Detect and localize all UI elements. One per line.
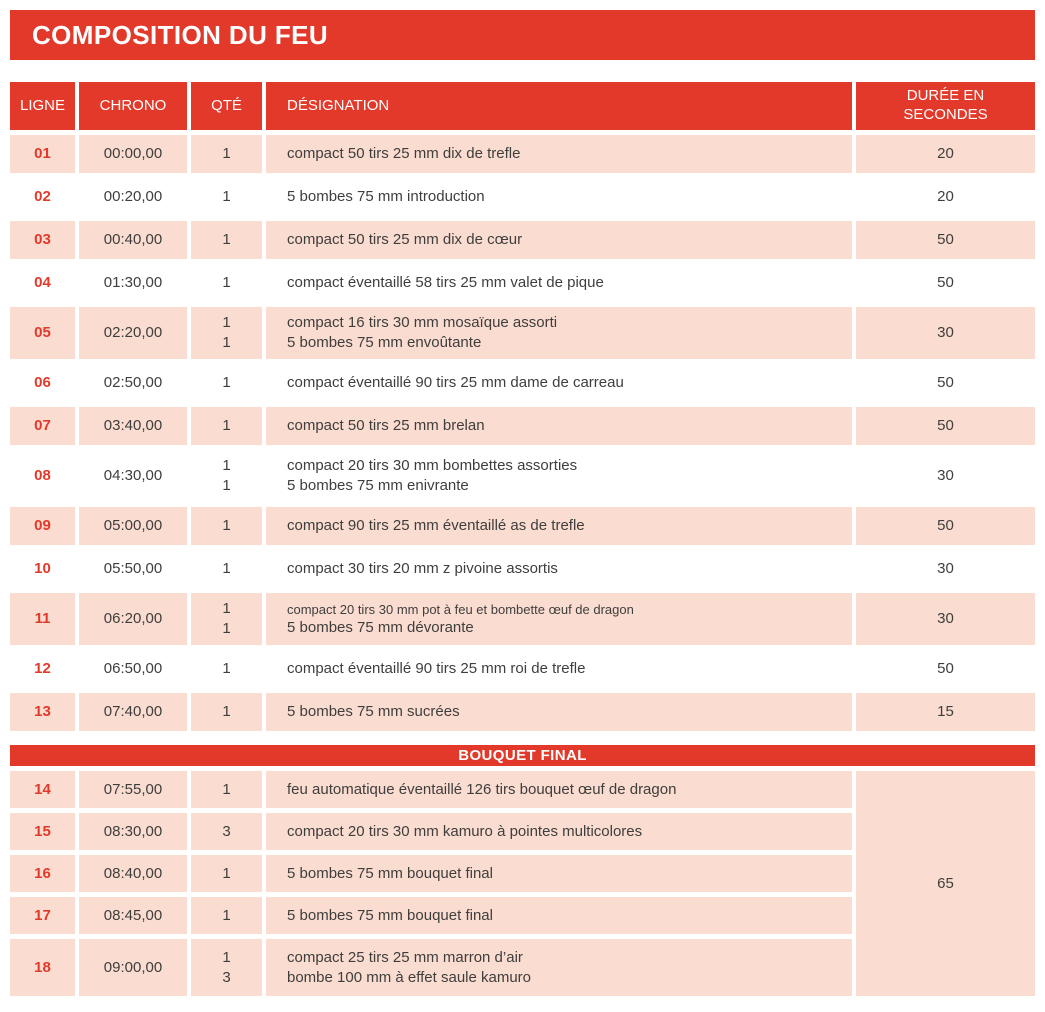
chrono-cell-text: 08:40,00: [103, 864, 163, 882]
ligne-cell: [10, 264, 75, 302]
qte-cell-text: 1: [222, 145, 231, 163]
chrono-cell: [79, 550, 187, 588]
chrono-cell: [79, 407, 187, 445]
chrono-cell-text: 08:45,00: [103, 906, 163, 924]
duree-cell: [856, 693, 1035, 731]
designation-cell: [266, 450, 852, 502]
designation-cell: [266, 650, 852, 688]
ligne-cell-text: 02: [34, 188, 51, 206]
designation-cell: [266, 897, 852, 934]
qte-cell: [191, 650, 262, 688]
ligne-cell-text: 11: [34, 610, 51, 628]
column-header-ligne: LIGNE: [10, 82, 75, 130]
table-row: [10, 693, 1035, 731]
page-title: COMPOSITION DU FEU: [32, 19, 329, 50]
chrono-cell-text: 05:50,00: [103, 560, 163, 578]
qte-cell: [191, 450, 262, 502]
designation-cell-text: compact éventaillé 90 tirs 25 mm dame de carreau: [287, 374, 624, 392]
qte-cell-text: 1: [222, 274, 231, 292]
qte-cell: [191, 407, 262, 445]
designation-cell: [266, 693, 852, 731]
ligne-cell-text: 18: [34, 958, 51, 976]
ligne-cell: [10, 650, 75, 688]
page-title-bar: [10, 10, 1035, 60]
chrono-cell-text: 01:30,00: [103, 274, 163, 292]
designation-cell: [266, 771, 852, 808]
ligne-cell: [10, 221, 75, 259]
duree-cell-text: 30: [937, 560, 954, 578]
table-row: [10, 813, 852, 850]
designation-cell-text: compact 50 tirs 25 mm dix de cœur: [287, 231, 523, 249]
qte-cell: [191, 264, 262, 302]
chrono-cell: [79, 450, 187, 502]
duree-cell-text: 20: [937, 145, 954, 163]
bouquet-final-section: [10, 771, 1035, 996]
qte-cell: [191, 307, 262, 359]
qte-cell-text: 1: [222, 314, 231, 332]
ligne-cell: [10, 550, 75, 588]
ligne-cell-text: 12: [34, 660, 51, 678]
table-row: [10, 264, 1035, 302]
ligne-cell: [10, 178, 75, 216]
qte-cell: [191, 221, 262, 259]
table-row: [10, 507, 1035, 545]
duree-cell-text: 50: [937, 274, 954, 292]
chrono-cell: [79, 693, 187, 731]
qte-cell-text: 1: [222, 477, 231, 494]
duree-cell: [856, 135, 1035, 173]
table-row: [10, 650, 1035, 688]
qte-cell: [191, 135, 262, 173]
designation-cell-text: 5 bombes 75 mm enivrante: [287, 477, 469, 494]
qte-cell: [191, 813, 262, 850]
ligne-cell: [10, 135, 75, 173]
qte-cell: [191, 593, 262, 645]
chrono-cell-text: 04:30,00: [103, 467, 163, 485]
duree-cell: [856, 550, 1035, 588]
designation-cell-text: compact 20 tirs 30 mm pot à feu et bombette œuf de dragon: [287, 601, 634, 617]
qte-cell-text: 3: [222, 822, 231, 840]
table-row: [10, 135, 1035, 173]
duree-cell: [856, 507, 1035, 545]
duree-cell: [856, 178, 1035, 216]
designation-cell-text: compact 90 tirs 25 mm éventaillé as de trefle: [287, 517, 585, 535]
designation-cell-text: compact 50 tirs 25 mm dix de trefle: [287, 145, 521, 163]
ligne-cell-text: 10: [34, 560, 51, 578]
chrono-cell: [79, 507, 187, 545]
qte-cell: [191, 897, 262, 934]
ligne-cell-text: 01: [34, 145, 51, 163]
column-header-chrono: CHRONO: [79, 82, 187, 130]
table-row: [10, 550, 1035, 588]
designation-cell: [266, 221, 852, 259]
qte-cell: [191, 178, 262, 216]
chrono-cell-text: 06:50,00: [103, 660, 163, 678]
ligne-cell: [10, 813, 75, 850]
table-row: [10, 450, 1035, 502]
main-table-body: [10, 135, 1035, 731]
ligne-cell-text: 03: [34, 231, 51, 249]
designation-cell-text: compact 20 tirs 30 mm bombettes assorties: [287, 457, 578, 475]
column-header-duree: [856, 82, 1035, 130]
duree-cell: [856, 650, 1035, 688]
duree-cell-text: 15: [937, 703, 954, 721]
ligne-cell-text: 14: [34, 780, 51, 798]
duree-cell-text: 50: [937, 660, 954, 678]
column-header-designation: DÉSIGNATION: [266, 82, 852, 130]
ligne-cell: [10, 407, 75, 445]
designation-cell: [266, 939, 852, 996]
designation-cell-text: 5 bombes 75 mm envoûtante: [287, 334, 482, 351]
qte-cell-text: 1: [222, 560, 231, 578]
designation-cell: [266, 307, 852, 359]
chrono-cell: [79, 364, 187, 402]
bouquet-final-section-title: BOUQUET FINAL: [458, 747, 587, 764]
chrono-cell-text: 05:00,00: [103, 517, 163, 535]
designation-cell-text: compact 30 tirs 20 mm z pivoine assortis: [287, 560, 558, 578]
table-row: [10, 178, 1035, 216]
ligne-cell: [10, 897, 75, 934]
chrono-cell-text: 07:40,00: [103, 703, 163, 721]
ligne-cell: [10, 364, 75, 402]
designation-cell: [266, 135, 852, 173]
qte-cell-text: 1: [222, 600, 231, 618]
chrono-cell: [79, 593, 187, 645]
table-row: [10, 771, 852, 808]
table-row: [10, 855, 852, 892]
designation-cell: [266, 364, 852, 402]
chrono-cell-text: 06:20,00: [103, 610, 163, 628]
designation-cell: [266, 264, 852, 302]
ligne-cell-text: 15: [34, 822, 51, 840]
duree-cell-text: 30: [937, 467, 954, 485]
chrono-cell: [79, 264, 187, 302]
ligne-cell: [10, 593, 75, 645]
bouquet-duree-merged-cell: [856, 771, 1035, 996]
designation-cell-text: compact éventaillé 90 tirs 25 mm roi de trefle: [287, 660, 586, 678]
duree-cell: [856, 407, 1035, 445]
chrono-cell: [79, 771, 187, 808]
qte-cell-text: 3: [222, 968, 231, 986]
designation-cell-text: 5 bombes 75 mm bouquet final: [287, 864, 493, 882]
duree-cell-text: 50: [937, 231, 954, 249]
designation-cell-text: 5 bombes 75 mm introduction: [287, 188, 485, 206]
table-header-row: [10, 82, 1035, 130]
bouquet-duree-value: 65: [937, 875, 954, 892]
ligne-cell-text: 13: [34, 703, 51, 721]
designation-cell: [266, 813, 852, 850]
qte-cell: [191, 364, 262, 402]
chrono-cell: [79, 650, 187, 688]
designation-cell: [266, 407, 852, 445]
qte-cell-text: 1: [222, 948, 231, 966]
duree-cell: [856, 364, 1035, 402]
qte-cell-text: 1: [222, 188, 231, 206]
qte-cell-text: 1: [222, 517, 231, 535]
designation-cell: [266, 507, 852, 545]
duree-cell-text: 50: [937, 374, 954, 392]
designation-cell-text: compact 16 tirs 30 mm mosaïque assorti: [287, 314, 558, 332]
qte-cell: [191, 550, 262, 588]
ligne-cell: [10, 693, 75, 731]
ligne-cell: [10, 307, 75, 359]
designation-cell-text: 5 bombes 75 mm sucrées: [287, 703, 460, 721]
duree-cell: [856, 450, 1035, 502]
duree-cell: [856, 307, 1035, 359]
designation-cell-text: compact 25 tirs 25 mm marron d’air: [287, 948, 523, 966]
ligne-cell: [10, 507, 75, 545]
designation-cell: [266, 550, 852, 588]
table-row: [10, 364, 1035, 402]
duree-cell-text: 50: [937, 517, 954, 535]
duree-cell: [856, 264, 1035, 302]
table-row: [10, 221, 1035, 259]
designation-cell-text: compact éventaillé 58 tirs 25 mm valet de pique: [287, 274, 604, 292]
column-header-duree-label: DURÉE EN SECONDES: [903, 87, 988, 123]
duree-cell-text: 30: [937, 324, 954, 342]
qte-cell-text: 1: [222, 334, 231, 351]
ligne-cell-text: 04: [34, 274, 51, 292]
duree-cell-text: 50: [937, 417, 954, 435]
duree-cell-text: 30: [937, 610, 954, 628]
table-row: [10, 593, 1035, 645]
chrono-cell-text: 07:55,00: [103, 780, 163, 798]
qte-cell-text: 1: [222, 703, 231, 721]
chrono-cell: [79, 178, 187, 216]
ligne-cell: [10, 771, 75, 808]
chrono-cell: [79, 135, 187, 173]
table-row: [10, 939, 852, 996]
qte-cell-text: 1: [222, 417, 231, 435]
chrono-cell-text: 00:00,00: [103, 145, 163, 163]
duree-cell: [856, 593, 1035, 645]
ligne-cell: [10, 450, 75, 502]
qte-cell: [191, 693, 262, 731]
column-header-qte: QTÉ: [191, 82, 262, 130]
qte-cell: [191, 939, 262, 996]
duree-cell-text: 20: [937, 188, 954, 206]
ligne-cell: [10, 939, 75, 996]
qte-cell: [191, 507, 262, 545]
chrono-cell-text: 09:00,00: [103, 958, 163, 976]
ligne-cell-text: 06: [34, 374, 51, 392]
ligne-cell-text: 17: [34, 906, 51, 924]
chrono-cell: [79, 307, 187, 359]
designation-cell: [266, 593, 852, 645]
designation-cell: [266, 178, 852, 216]
ligne-cell-text: 05: [34, 324, 51, 342]
qte-cell: [191, 855, 262, 892]
qte-cell-text: 1: [222, 457, 231, 475]
designation-cell-text: 5 bombes 75 mm dévorante: [287, 618, 474, 636]
chrono-cell: [79, 855, 187, 892]
ligne-cell-text: 08: [34, 467, 51, 485]
chrono-cell-text: 02:20,00: [103, 324, 163, 342]
qte-cell: [191, 771, 262, 808]
chrono-cell-text: 00:40,00: [103, 231, 163, 249]
qte-cell-text: 1: [222, 780, 231, 798]
designation-cell: [266, 855, 852, 892]
qte-cell-text: 1: [222, 620, 231, 637]
designation-cell-text: compact 50 tirs 25 mm brelan: [287, 417, 485, 435]
bouquet-final-section-bar: [10, 745, 1035, 766]
ligne-cell-text: 09: [34, 517, 51, 535]
chrono-cell: [79, 221, 187, 259]
chrono-cell-text: 00:20,00: [103, 188, 163, 206]
designation-cell-text: 5 bombes 75 mm bouquet final: [287, 906, 493, 924]
qte-cell-text: 1: [222, 864, 231, 882]
ligne-cell-text: 07: [34, 417, 51, 435]
table-row: [10, 407, 1035, 445]
designation-cell-text: feu automatique éventaillé 126 tirs bouquet œuf de dragon: [287, 780, 677, 798]
duree-cell: [856, 221, 1035, 259]
qte-cell-text: 1: [222, 231, 231, 249]
table-row: [10, 897, 852, 934]
designation-cell-text: bombe 100 mm à effet saule kamuro: [287, 968, 532, 986]
bouquet-table-body: [10, 771, 852, 996]
chrono-cell-text: 08:30,00: [103, 822, 163, 840]
table-row: [10, 307, 1035, 359]
qte-cell-text: 1: [222, 660, 231, 678]
qte-cell-text: 1: [222, 906, 231, 924]
chrono-cell-text: 02:50,00: [103, 374, 163, 392]
designation-cell-text: compact 20 tirs 30 mm kamuro à pointes multicolores: [287, 822, 643, 840]
ligne-cell: [10, 855, 75, 892]
ligne-cell-text: 16: [34, 864, 51, 882]
chrono-cell: [79, 813, 187, 850]
chrono-cell: [79, 897, 187, 934]
chrono-cell-text: 03:40,00: [103, 417, 163, 435]
qte-cell-text: 1: [222, 374, 231, 392]
chrono-cell: [79, 939, 187, 996]
